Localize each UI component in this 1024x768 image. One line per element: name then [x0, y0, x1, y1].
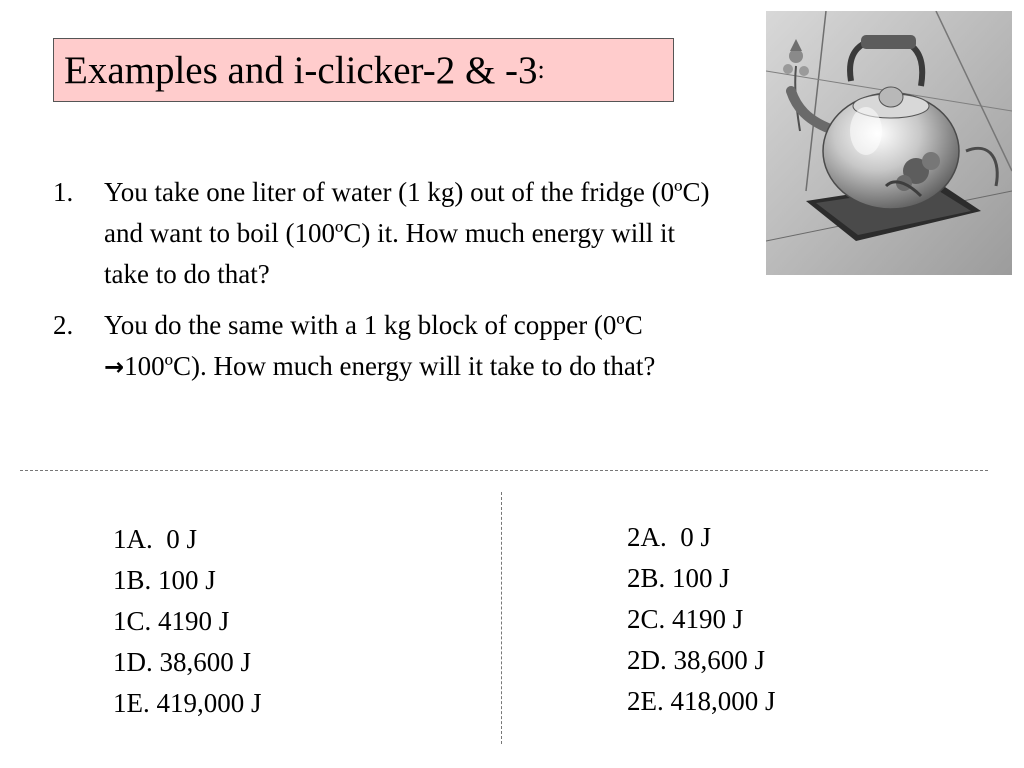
answer-list-2	[627, 517, 776, 722]
answer-option: 2B. 100 J	[627, 563, 730, 593]
question-1	[53, 172, 733, 295]
title-box	[53, 38, 674, 102]
answer-option: 2A. 0 J	[627, 522, 712, 552]
arrow-right-icon: →	[104, 353, 125, 381]
vertical-divider	[501, 492, 502, 744]
slide-title-colon: :	[537, 55, 545, 84]
answer-list-1	[113, 519, 262, 724]
answer-option: 1A. 0 J	[113, 524, 198, 554]
question-list	[53, 172, 733, 398]
question-text-part: 100ºC). How much energy will it take to do that?	[124, 351, 656, 381]
answer-option: 2E. 418,000 J	[627, 686, 776, 716]
kettle-on-stove-photo	[766, 11, 1012, 275]
question-text	[104, 305, 724, 388]
question-2	[53, 305, 733, 388]
answer-option: 1E. 419,000 J	[113, 688, 262, 718]
answer-option: 1D. 38,600 J	[113, 647, 252, 677]
question-text-part: You do the same with a 1 kg block of copper (0ºC	[104, 310, 643, 340]
horizontal-divider	[20, 470, 988, 471]
answer-option: 2D. 38,600 J	[627, 645, 766, 675]
question-number: 1.	[53, 177, 74, 207]
slide-title: Examples and i-clicker-2 & -3	[64, 48, 538, 92]
question-text: You take one liter of water (1 kg) out of the fridge (0ºC) and want to boil (100ºC) it. How much energy will it take to do that?	[104, 177, 710, 289]
answer-option: 1B. 100 J	[113, 565, 216, 595]
question-number: 2.	[53, 310, 74, 340]
answer-option: 1C. 4190 J	[113, 606, 230, 636]
answer-option: 2C. 4190 J	[627, 604, 744, 634]
